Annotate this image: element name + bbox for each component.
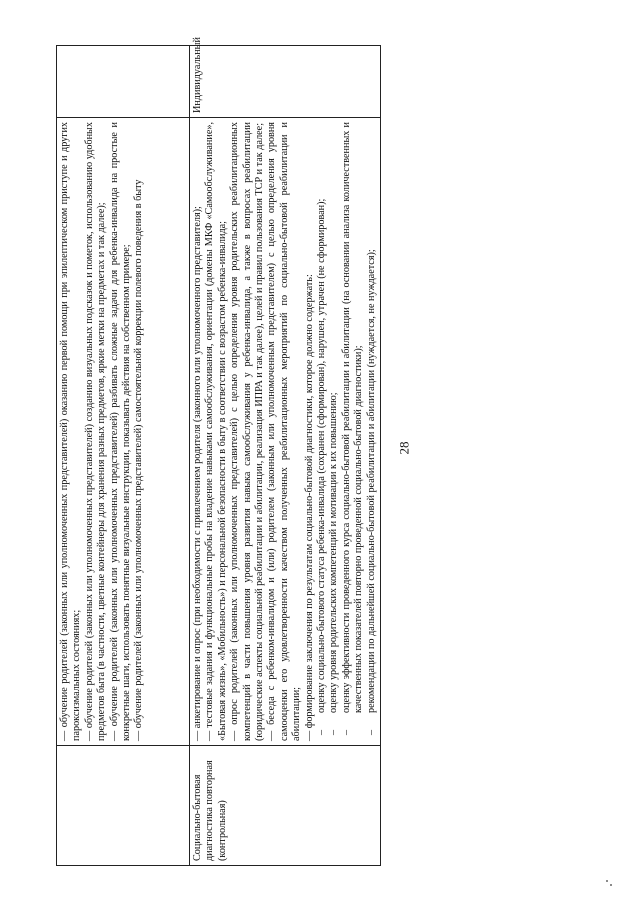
bullet-marker: – bbox=[316, 729, 328, 735]
form-cell: Индивидуальный bbox=[190, 46, 381, 118]
list-item bbox=[366, 122, 378, 741]
list-item bbox=[328, 122, 340, 741]
bullet-marker: – bbox=[328, 729, 340, 735]
content-paragraph: — тестовые задания и функциональные пробы на владение навыками самообслуживания, ориентации (домены МКФ «Самообслуживание», «Бытовая жизнь», «Мобильность») и персональной безопасности в быту в соответствии с возрастом ребенка-инвалида; bbox=[204, 122, 228, 741]
content-paragraph: — беседа с ребенком-инвалидом и (или) родителем (законным или уполномоченным представителем) с целью определения уровня самооценки его удовлетворенности качеством полученных реабилитационных мероприятий по социально-бытовой реабилитации и абилитации; bbox=[266, 122, 303, 741]
table-row bbox=[190, 46, 381, 866]
form-cell bbox=[57, 46, 190, 118]
document-table-rotated bbox=[56, 37, 377, 866]
content-paragraph: — обучение родителей (законных или уполномоченных представителей) созданию визуальных подсказок и пометок, использованию удобных предметов быта (в частности, цветные контейнеры для хранения разных предметов, яркие метки на предметах и так далее); bbox=[83, 122, 108, 741]
activity-cell bbox=[57, 746, 190, 866]
content-cell bbox=[57, 118, 190, 746]
bullet-text: рекомендации по дальнейшей социально-бытовой реабилитации и абилитации (нуждается, не нуждается); bbox=[365, 249, 377, 713]
content-paragraph: — обучение родителей (законных или уполномоченных представителей) оказанию первой помощи при эпилептическом приступе и других пароксизмальных состояниях; bbox=[59, 122, 83, 741]
scan-speck bbox=[606, 880, 608, 882]
content-paragraph: — анкетирование и опрос (при необходимости с привлечением родителя (законного или уполномоченного представителя); bbox=[192, 206, 203, 741]
activity-cell: Социально-бытовая диагностика повторная (контрольная) bbox=[190, 746, 381, 866]
bullet-text: оценку социально-бытового статуса ребенка-инвалида (сохранен (сформирован), нарушен, утрачен (не сформирован); bbox=[316, 198, 328, 713]
table-row bbox=[57, 46, 190, 866]
content-paragraph: — опрос родителей (законных или уполномоченных представителей) с целью определения уровня родительских реабилитационных компетенций в части повышения уровня развития навыка самообслуживания у ребенка-инвалида, а также в вопросах реабилитации (юридические аспекты социальной реабилитации и абилитации, реализация ИПРА и так далее), целей и правил пользования ТСР и так далее; bbox=[229, 122, 266, 741]
bullet-marker: – bbox=[365, 729, 377, 735]
list-item bbox=[341, 122, 366, 741]
bullet-marker: – bbox=[340, 729, 352, 735]
page-number: 28 bbox=[396, 441, 412, 455]
bullet-text: оценку уровня родительских компетенций и мотивации к их повышению; bbox=[328, 392, 340, 713]
content-paragraph: — обучение родителей (законных или уполномоченных представителей) разбивать сложные задачи для ребенка-инвалида на простые и конкретные шаги, использовать понятные визуальные инструкции, показывать действия на собственном примере; bbox=[108, 122, 133, 741]
content-cell bbox=[190, 118, 381, 746]
list-item bbox=[316, 122, 328, 741]
content-paragraph: — обучение родителей (законных или уполномоченных представителей) самостоятельной коррекции полевого поведения в быту bbox=[133, 179, 145, 741]
content-paragraph: — формирование заключения по результатам социально-бытовой диагностики, которое должно содержать: bbox=[303, 274, 315, 741]
scan-speck bbox=[610, 884, 612, 886]
activities-table bbox=[56, 37, 381, 866]
bullet-text: оценку эффективности проведенного курса социально-бытовой реабилитации и абилитации (на основании анализа количественных и качественных показателей повторно проведенной социально-бытовой диагностики); bbox=[340, 122, 365, 713]
